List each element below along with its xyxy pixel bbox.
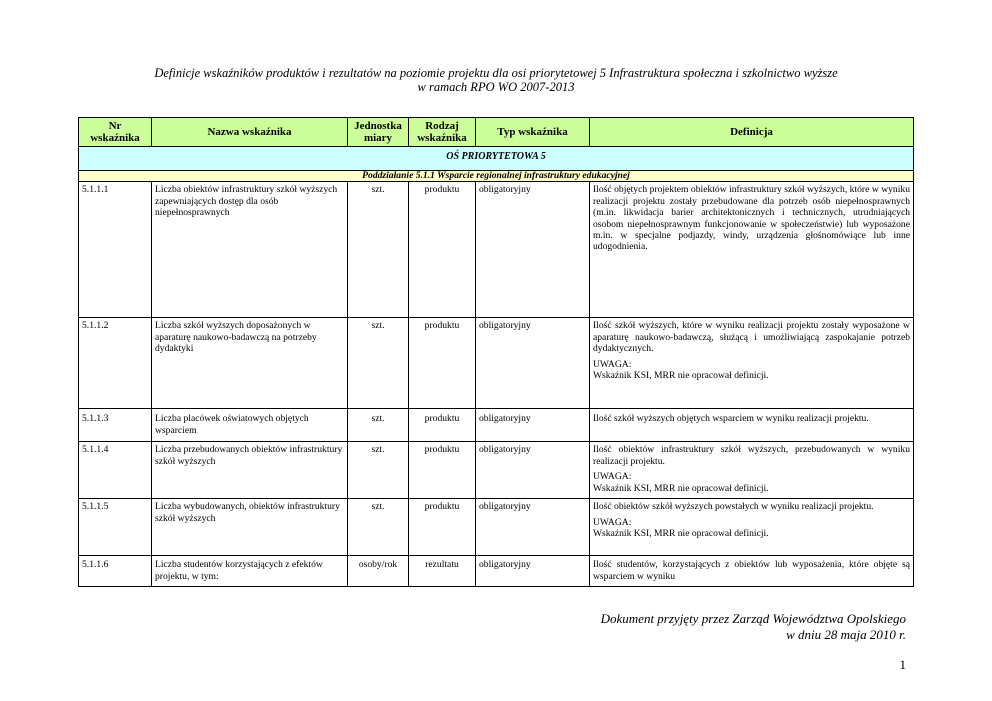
cell-definicja [590, 442, 914, 499]
cell-nazwa: Liczba placówek oświatowych objętych wsparciem [152, 409, 348, 442]
adoption-note [601, 611, 906, 643]
header-jednostka: Jednostka miary [348, 118, 409, 147]
cell-nazwa: Liczba szkół wyższych doposażonych w aparaturę naukowo-badawczą na potrzeby dydaktyki [152, 318, 348, 409]
header-typ: Typ wskaźnika [476, 118, 590, 147]
definition-text: Ilość obiektów szkół wyższych powstałych w wyniku realizacji projektu. [593, 501, 874, 513]
cell-jednostka: szt. [348, 182, 409, 318]
table-header-row [79, 118, 914, 147]
axis-row [79, 147, 914, 171]
table-row [79, 182, 914, 318]
note-label: UWAGA: [593, 358, 632, 370]
cell-jednostka: szt. [348, 318, 409, 409]
cell-nazwa: Liczba przebudowanych obiektów infrastruktury szkół wyższych [152, 442, 348, 499]
title-line-1: Definicje wskaźników produktów i rezultatów na poziomie projektu dla osi priorytetowej 5 Infrastruktura społeczna i szkolnictwo wyższe [154, 66, 838, 80]
cell-typ: obligatoryjny [476, 442, 590, 499]
cell-definicja [590, 499, 914, 556]
definition-text: Ilość szkół wyższych, które w wyniku realizacji projektu zostały wyposażone w aparaturę naukowo-badawczą, służącą i umożliwiającą zaspokajanie potrzeb dydaktycznych. [593, 320, 910, 355]
cell-definicja [590, 318, 914, 409]
adoption-note-line-2: w dniu 28 maja 2010 r. [786, 627, 906, 642]
cell-nazwa: Liczba wybudowanych, obiektów infrastruktury szkół wyższych [152, 499, 348, 556]
table-row [79, 409, 914, 442]
header-nazwa: Nazwa wskaźnika [152, 118, 348, 147]
cell-nr: 5.1.1.6 [79, 556, 152, 587]
cell-typ: obligatoryjny [476, 556, 590, 587]
page-number: 1 [899, 657, 906, 672]
cell-jednostka: szt. [348, 442, 409, 499]
cell-rodzaj: produktu [409, 318, 476, 409]
adoption-note-line-1: Dokument przyjęty przez Zarząd Województwa Opolskiego [600, 611, 906, 626]
definition-text: Ilość obiektów infrastruktury szkół wyższych, przebudowanych w wyniku realizacji projektu. [593, 444, 910, 467]
table-row [79, 442, 914, 499]
cell-rodzaj: produktu [409, 409, 476, 442]
cell-rodzaj: produktu [409, 182, 476, 318]
cell-nazwa: Liczba studentów korzystających z efektów projektu, w tym: [152, 556, 348, 587]
cell-nr: 5.1.1.3 [79, 409, 152, 442]
title-line-2: w ramach RPO WO 2007-2013 [417, 80, 575, 94]
note-text: Wskaźnik KSI, MRR nie opracował definicji. [593, 482, 769, 494]
cell-jednostka: szt. [348, 409, 409, 442]
cell-rodzaj: produktu [409, 442, 476, 499]
cell-nazwa: Liczba obiektów infrastruktury szkół wyższych zapewniających dostęp dla osób niepełnosprawnych [152, 182, 348, 318]
cell-definicja: Ilość objętych projektem obiektów infrastruktury szkół wyższych, które w wyniku realizacji projektu zostały przebudowane dla potrzeb osób niepełnosprawnych (m.in. likwidacja barier architektonicznych i technicznych, utrudniających osobom niepełnosprawnym funkcjonowanie w społeczeństwie) lub wyposażone m.in. w specjalne podjazdy, windy, urządzenia głośnomówiące lub inne udogodnienia. [590, 182, 914, 318]
table-row [79, 499, 914, 556]
cell-jednostka: szt. [348, 499, 409, 556]
table-row [79, 318, 914, 409]
cell-typ: obligatoryjny [476, 499, 590, 556]
note-label: UWAGA: [593, 471, 632, 483]
header-nr: Nr wskaźnika [79, 118, 152, 147]
note-text: Wskaźnik KSI, MRR nie opracował definicji. [593, 370, 769, 382]
cell-typ: obligatoryjny [476, 409, 590, 442]
subaction-label: Poddziałanie 5.1.1 Wsparcie regionalnej infrastruktury edukacyjnej [79, 171, 914, 182]
cell-nr: 5.1.1.2 [79, 318, 152, 409]
cell-typ: obligatoryjny [476, 318, 590, 409]
subaction-row [79, 171, 914, 182]
header-definicja: Definicja [590, 118, 914, 147]
cell-nr: 5.1.1.1 [79, 182, 152, 318]
cell-rodzaj: rezultatu [409, 556, 476, 587]
indicator-table [78, 117, 914, 587]
cell-nr: 5.1.1.5 [79, 499, 152, 556]
cell-definicja: Ilość studentów, korzystających z obiektów lub wyposażenia, które objęte są wsparciem w wyniku [590, 556, 914, 587]
document-title [60, 66, 932, 94]
header-rodzaj: Rodzaj wskaźnika [409, 118, 476, 147]
cell-nr: 5.1.1.4 [79, 442, 152, 499]
table-row [79, 556, 914, 587]
cell-rodzaj: produktu [409, 499, 476, 556]
cell-definicja: Ilość szkół wyższych objętych wsparciem w wyniku realizacji projektu. [590, 409, 914, 442]
cell-typ: obligatoryjny [476, 182, 590, 318]
cell-jednostka: osoby/rok [348, 556, 409, 587]
note-text: Wskaźnik KSI, MRR nie opracował definicji. [593, 528, 769, 540]
note-label: UWAGA: [593, 516, 632, 528]
axis-label: OŚ PRIORYTETOWA 5 [79, 147, 914, 171]
